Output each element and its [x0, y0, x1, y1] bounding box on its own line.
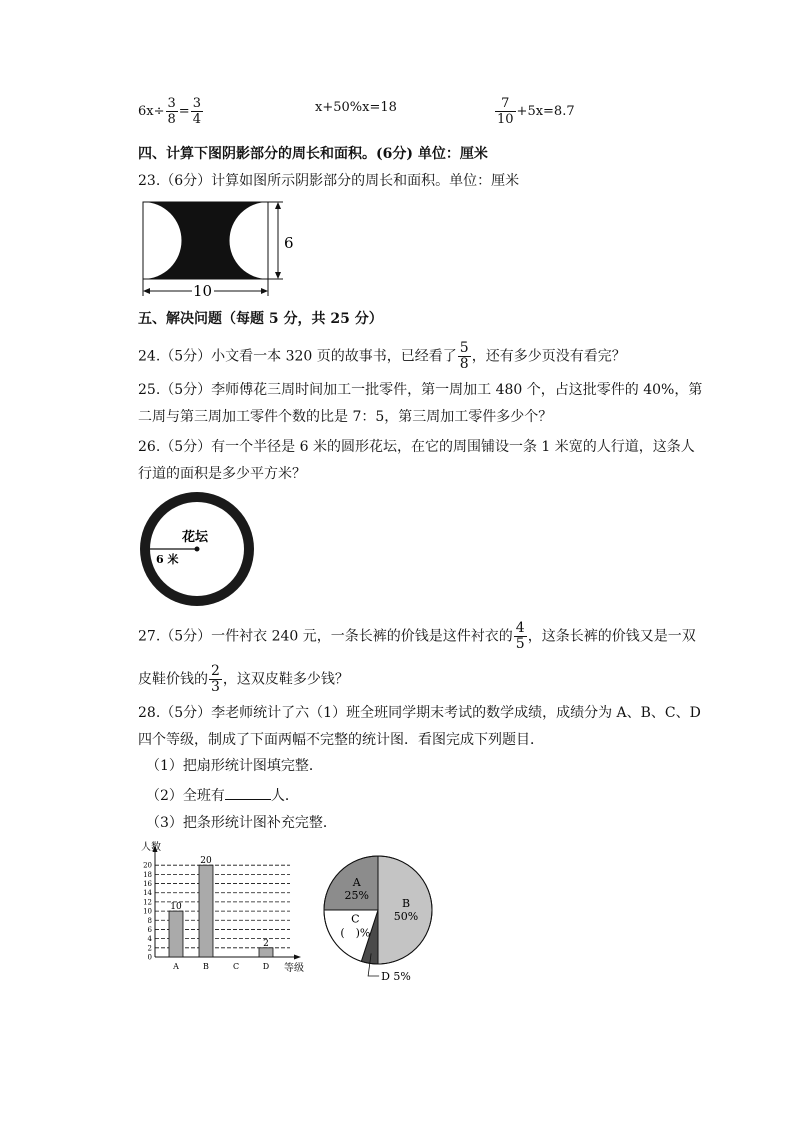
y-axis-label: 人数 — [141, 842, 161, 853]
question-24 — [138, 341, 626, 372]
question-25-line-1: 25.（5分）李师傅花三周时间加工一批零件，第一周加工 480 个，占这批零件的 40%，第 — [138, 382, 703, 398]
x-tick-label: B — [203, 962, 209, 971]
x-axis-arrow-icon — [294, 955, 301, 960]
fraction: $\frac{5}{8}$ — [459, 340, 469, 372]
question-26-line-2: 行道的面积是多少平方米？ — [138, 466, 306, 482]
pie-label: C — [351, 912, 360, 926]
question-text: ，这条长裤的价钱又是一双 — [527, 628, 696, 645]
shaded-region-figure — [138, 196, 294, 300]
question-text: 人． — [270, 788, 299, 804]
pie-slice-A — [324, 856, 378, 910]
fraction: $\frac{3}{8}$ — [167, 96, 176, 127]
y-tick-label: 10 — [143, 907, 152, 916]
bar-data-label: 20 — [200, 856, 212, 867]
question-text: （2）全班有 — [146, 788, 225, 804]
y-tick-label: 0 — [147, 953, 152, 962]
bar-D — [259, 948, 273, 957]
x-tick-label: C — [232, 962, 240, 971]
pie-percent-label: ( )% — [340, 926, 371, 940]
question-28-sub-1: （1）把扇形统计图填完整． — [146, 758, 323, 774]
question-text: 皮鞋价钱的 — [138, 671, 208, 688]
y-tick-label: 2 — [147, 944, 152, 953]
arrow-down-icon — [275, 272, 281, 279]
y-tick-label: 18 — [143, 870, 152, 879]
arrow-left-icon — [143, 288, 150, 294]
x-tick-label: A — [173, 962, 179, 971]
x-tick-label: D — [262, 962, 270, 971]
equation-3 — [494, 96, 575, 127]
question-23-text: 23.（6分）计算如图所示阴影部分的周长和面积。单位：厘米 — [138, 173, 520, 189]
section-4-title: 四、计算下图阴影部分的周长和面积。(6分) 单位：厘米 — [138, 146, 488, 162]
question-text: 27.（5分）一件衬衣 240 元，一条长裤的价钱是这件衬衣的 — [138, 628, 513, 645]
question-28-sub-3: （3）把条形统计图补充完整． — [146, 815, 337, 831]
equation-text: 6x÷ — [138, 104, 165, 119]
fraction: $\frac{3}{4}$ — [192, 96, 201, 127]
radius-label: 6 米 — [156, 553, 179, 566]
y-tick-label: 6 — [147, 925, 152, 934]
bar-A — [169, 911, 183, 957]
equation-1 — [138, 96, 204, 127]
pie-percent-label: 25% — [344, 888, 370, 902]
shaded-region — [143, 202, 268, 279]
section-5-title: 五、解决问题（每题 5 分，共 25 分） — [138, 311, 383, 327]
fraction: $\frac{2}{3}$ — [211, 663, 220, 695]
question-text: ，这双皮鞋多少钱？ — [222, 671, 349, 688]
arrow-up-icon — [275, 202, 281, 209]
y-tick-label: 8 — [147, 916, 152, 925]
pie-percent-label: 50% — [393, 910, 419, 923]
question-28-line-1: 28.（5分）李老师统计了六（1）班全班同学期末考试的数学成绩，成绩分为 A、B、C、D — [138, 705, 701, 721]
bar-chart — [138, 840, 308, 975]
answer-blank[interactable] — [225, 785, 271, 800]
y-tick-label: 4 — [147, 935, 152, 944]
equation-text: +5x=8.7 — [516, 104, 575, 119]
question-text: ，还有多少页没有看完？ — [471, 348, 626, 365]
equation-text: x+50%x=18 — [315, 100, 397, 115]
pie-label: A — [352, 875, 361, 889]
height-label: 6 — [284, 234, 294, 252]
bar-B — [199, 865, 213, 957]
question-28-line-2: 四个等级，制成了下面两幅不完整的统计图．看图完成下列题目． — [138, 732, 544, 748]
x-axis-label: 等级 — [284, 963, 304, 974]
y-tick-label: 12 — [143, 898, 152, 907]
question-28-sub-2 — [146, 785, 299, 806]
pie-label: B — [401, 897, 411, 910]
question-26-line-1: 26.（5分）有一个半径是 6 米的圆形花坛，在它的周围铺设一条 1 米宽的人行道，这条人 — [138, 439, 695, 455]
y-tick-label: 14 — [143, 889, 152, 898]
question-27-line-1 — [138, 621, 696, 652]
bar-data-label: 2 — [263, 938, 269, 949]
fraction: $\frac{7}{10}$ — [497, 96, 514, 127]
y-tick-label: 16 — [143, 880, 152, 889]
flower-bed-ring-figure — [138, 490, 258, 610]
pie-chart — [318, 850, 443, 985]
equation-text: = — [178, 104, 190, 119]
width-label: 10 — [193, 282, 213, 300]
question-25-line-2: 二周与第三周加工零件个数的比是 7：5，第三周加工零件多少个？ — [138, 409, 553, 425]
question-text: 24.（5分）小文看一本 320 页的故事书，已经看了 — [138, 348, 457, 365]
question-27-line-2 — [138, 664, 349, 695]
pie-label: D 5% — [381, 970, 411, 983]
bar-data-label: 10 — [170, 902, 182, 913]
y-tick-label: 20 — [143, 861, 152, 870]
equation-2 — [315, 100, 397, 115]
fraction: $\frac{4}{5}$ — [515, 620, 525, 652]
arrow-right-icon — [261, 288, 268, 294]
flower-bed-label: 花坛 — [182, 530, 209, 545]
